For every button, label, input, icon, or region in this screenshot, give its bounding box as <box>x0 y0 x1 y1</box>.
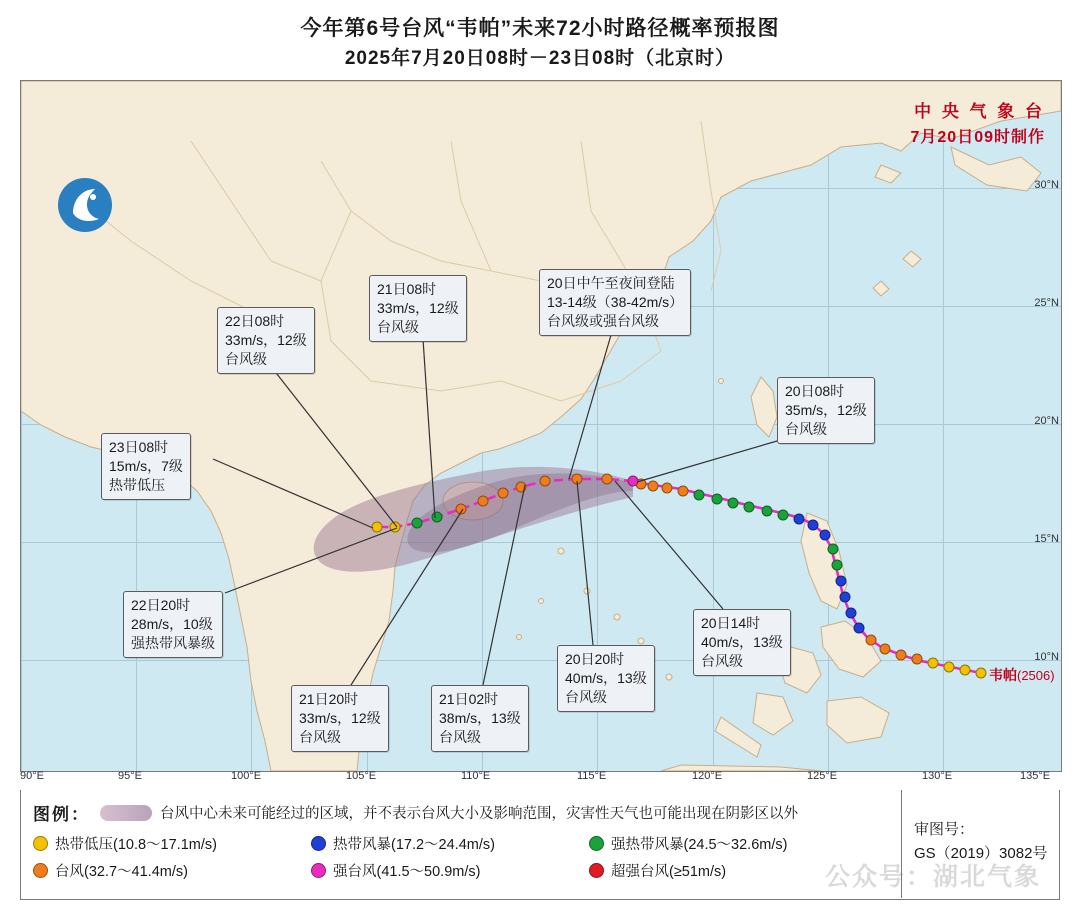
legend-item-label: 强台风(41.5～50.9m/s) <box>333 864 481 880</box>
callout-line: 强热带风暴级 <box>131 635 215 651</box>
forecast-dot <box>516 482 527 493</box>
callout-line: 22日08时 <box>225 313 285 329</box>
legend-left <box>21 790 901 898</box>
callout-line: 21日08时 <box>377 281 437 297</box>
lon-label-120: 120°E <box>692 770 723 782</box>
legend-item-severe-typhoon <box>311 860 589 881</box>
track-dot <box>820 530 831 541</box>
lon-label-95: 95°E <box>118 770 142 782</box>
lat-label-20: 20°N <box>1034 415 1059 427</box>
track-dot <box>840 592 851 603</box>
lat-label-30: 30°N <box>1034 179 1059 191</box>
callout-20d20[interactable] <box>557 645 655 712</box>
callout-line: 台风级或强台风级 <box>547 313 659 329</box>
track-dot <box>944 662 955 673</box>
callout-20d14[interactable] <box>693 609 791 676</box>
callout-line: 台风级 <box>565 689 607 705</box>
forecast-dot <box>372 522 383 533</box>
forecast-dot <box>412 518 423 529</box>
forecast-dot <box>390 522 401 533</box>
callout-line: 23日08时 <box>109 439 169 455</box>
track-dot <box>662 483 673 494</box>
agency-name: 中 央 气 象 台 <box>914 102 1045 121</box>
track-dot <box>648 481 659 492</box>
callout-line: 21日20时 <box>299 691 359 707</box>
legend-item-label: 超强台风(≥51m/s) <box>611 864 727 880</box>
track-dot <box>694 490 705 501</box>
track-dot <box>762 506 773 517</box>
callout-line: 20日08时 <box>785 383 845 399</box>
track-dot <box>928 658 939 669</box>
storm-name-text: 韦帕 <box>989 667 1017 683</box>
callout-21d02[interactable] <box>431 685 529 752</box>
track-dot <box>794 514 805 525</box>
callout-20d08[interactable] <box>777 377 875 444</box>
track-dot <box>912 654 923 665</box>
track-dot <box>846 608 857 619</box>
track-dot <box>828 544 839 555</box>
cone-swatch-icon <box>100 805 152 821</box>
track-dot <box>836 576 847 587</box>
legend-item-severe-tropical-storm <box>589 833 889 854</box>
callout-22d20[interactable] <box>123 591 223 658</box>
intensity-dot-icon <box>33 863 48 878</box>
legend-item-typhoon <box>33 860 311 881</box>
track-dot <box>880 644 891 655</box>
callout-line: 40m/s，13级 <box>701 634 783 650</box>
callout-21d08[interactable] <box>369 275 467 342</box>
lon-label-100: 100°E <box>231 770 262 782</box>
intensity-dot-icon <box>589 836 604 851</box>
legend-cone-row <box>33 800 893 825</box>
intensity-dot-icon <box>311 836 326 851</box>
review-label: 审图号： <box>914 821 975 838</box>
callout-line: 台风级 <box>701 653 743 669</box>
forecast-dot <box>432 512 443 523</box>
callout-line: 20日14时 <box>701 615 761 631</box>
lat-label-15: 15°N <box>1034 533 1059 545</box>
lon-label-125: 125°E <box>807 770 838 782</box>
legend-item-tropical-depression <box>33 833 311 854</box>
legend-item-label: 台风(32.7～41.4m/s) <box>55 864 188 880</box>
page-title: 今年第6号台风“韦帕”未来72小时路径概率预报图 <box>300 17 780 40</box>
forecast-dot <box>572 474 583 485</box>
callout-line: 台风级 <box>785 421 827 437</box>
callout-line: 38m/s，13级 <box>439 710 521 726</box>
legend-item-label: 热带风暴(17.2～24.4m/s) <box>333 837 495 853</box>
track-dot <box>866 635 877 646</box>
agency-time: 7月20日09时制作 <box>910 129 1045 146</box>
lon-label-130: 130°E <box>922 770 953 782</box>
callout-line: 20日20时 <box>565 651 625 667</box>
agency-stamp <box>911 99 1046 151</box>
cma-logo-icon <box>58 178 112 232</box>
track-dot <box>728 498 739 509</box>
legend-panel <box>20 790 1060 900</box>
callout-line: 28m/s，10级 <box>131 616 213 632</box>
forecast-dot <box>540 476 551 487</box>
forecast-dot <box>498 488 509 499</box>
track-dot <box>808 520 819 531</box>
intensity-dot-icon <box>33 836 48 851</box>
legend-item-super-typhoon <box>589 860 889 881</box>
lon-label-110: 110°E <box>461 770 491 782</box>
longitude-axis <box>20 770 1060 790</box>
callout-line: 15m/s，7级 <box>109 458 183 474</box>
track-dot <box>854 623 865 634</box>
callout-line: 33m/s，12级 <box>299 710 381 726</box>
track-dot <box>744 502 755 513</box>
callout-line: 台风级 <box>377 319 419 335</box>
callout-line: 22日20时 <box>131 597 191 613</box>
legend-item-label: 热带低压(10.8～17.1m/s) <box>55 837 217 853</box>
storm-name-label <box>989 665 1055 685</box>
track-dot <box>678 486 689 497</box>
forecast-dot <box>602 474 613 485</box>
intensity-dot-icon <box>311 863 326 878</box>
callout-line: 台风级 <box>225 351 267 367</box>
track-dot <box>976 668 987 679</box>
intensity-dot-icon <box>589 863 604 878</box>
callout-22d08[interactable] <box>217 307 315 374</box>
map-canvas[interactable] <box>20 80 1062 772</box>
forecast-dot <box>456 504 467 515</box>
callout-line: 40m/s，13级 <box>565 670 647 686</box>
page-subtitle: 2025年7月20日08时－23日08时（北京时） <box>344 48 736 69</box>
forecast-dot <box>478 496 489 507</box>
track-dot <box>896 650 907 661</box>
callout-line: 热带低压 <box>109 477 165 493</box>
track-dot <box>778 510 789 521</box>
storm-number-text: (2506) <box>1017 668 1055 683</box>
lat-label-25: 25°N <box>1034 297 1059 309</box>
legend-cone-note: 台风中心未来可能经过的区域，并不表示台风大小及影响范围，灾害性天气也可能出现在阴影区以外 <box>160 806 798 822</box>
title-block <box>0 0 1080 74</box>
callout-landfall[interactable] <box>539 269 691 336</box>
callout-line: 13-14级（38-42m/s） <box>547 294 684 310</box>
legend-item-tropical-storm <box>311 833 589 854</box>
watermark-text: 公众号：湖北气象 <box>824 863 1041 891</box>
callout-line: 台风级 <box>439 729 481 745</box>
lon-label-135: 135°E <box>1020 770 1051 782</box>
callout-23d08[interactable] <box>101 433 191 500</box>
review-block <box>901 790 1059 898</box>
callout-line: 33m/s，12级 <box>377 300 459 316</box>
track-dot <box>960 665 971 676</box>
lon-label-115: 115°E <box>577 770 607 782</box>
current-position-dot <box>628 476 639 487</box>
callout-line: 35m/s，12级 <box>785 402 867 418</box>
legend-item-label: 强热带风暴(24.5～32.6m/s) <box>611 837 788 853</box>
track-dot <box>832 560 843 571</box>
track-dot <box>712 494 723 505</box>
lon-label-105: 105°E <box>346 770 377 782</box>
legend-items <box>33 833 893 881</box>
callout-line: 20日中午至夜间登陆 <box>547 275 675 291</box>
coastline-layer <box>21 81 1061 771</box>
lat-label-10: 10°N <box>1034 651 1059 663</box>
callout-line: 21日02时 <box>439 691 499 707</box>
callout-21d20[interactable] <box>291 685 389 752</box>
review-number: GS（2019）3082号 <box>914 845 1048 862</box>
lon-label-90: 90°E <box>20 770 44 782</box>
callout-line: 33m/s，12级 <box>225 332 307 348</box>
callout-line: 台风级 <box>299 729 341 745</box>
legend-title: 图例： <box>33 805 90 824</box>
